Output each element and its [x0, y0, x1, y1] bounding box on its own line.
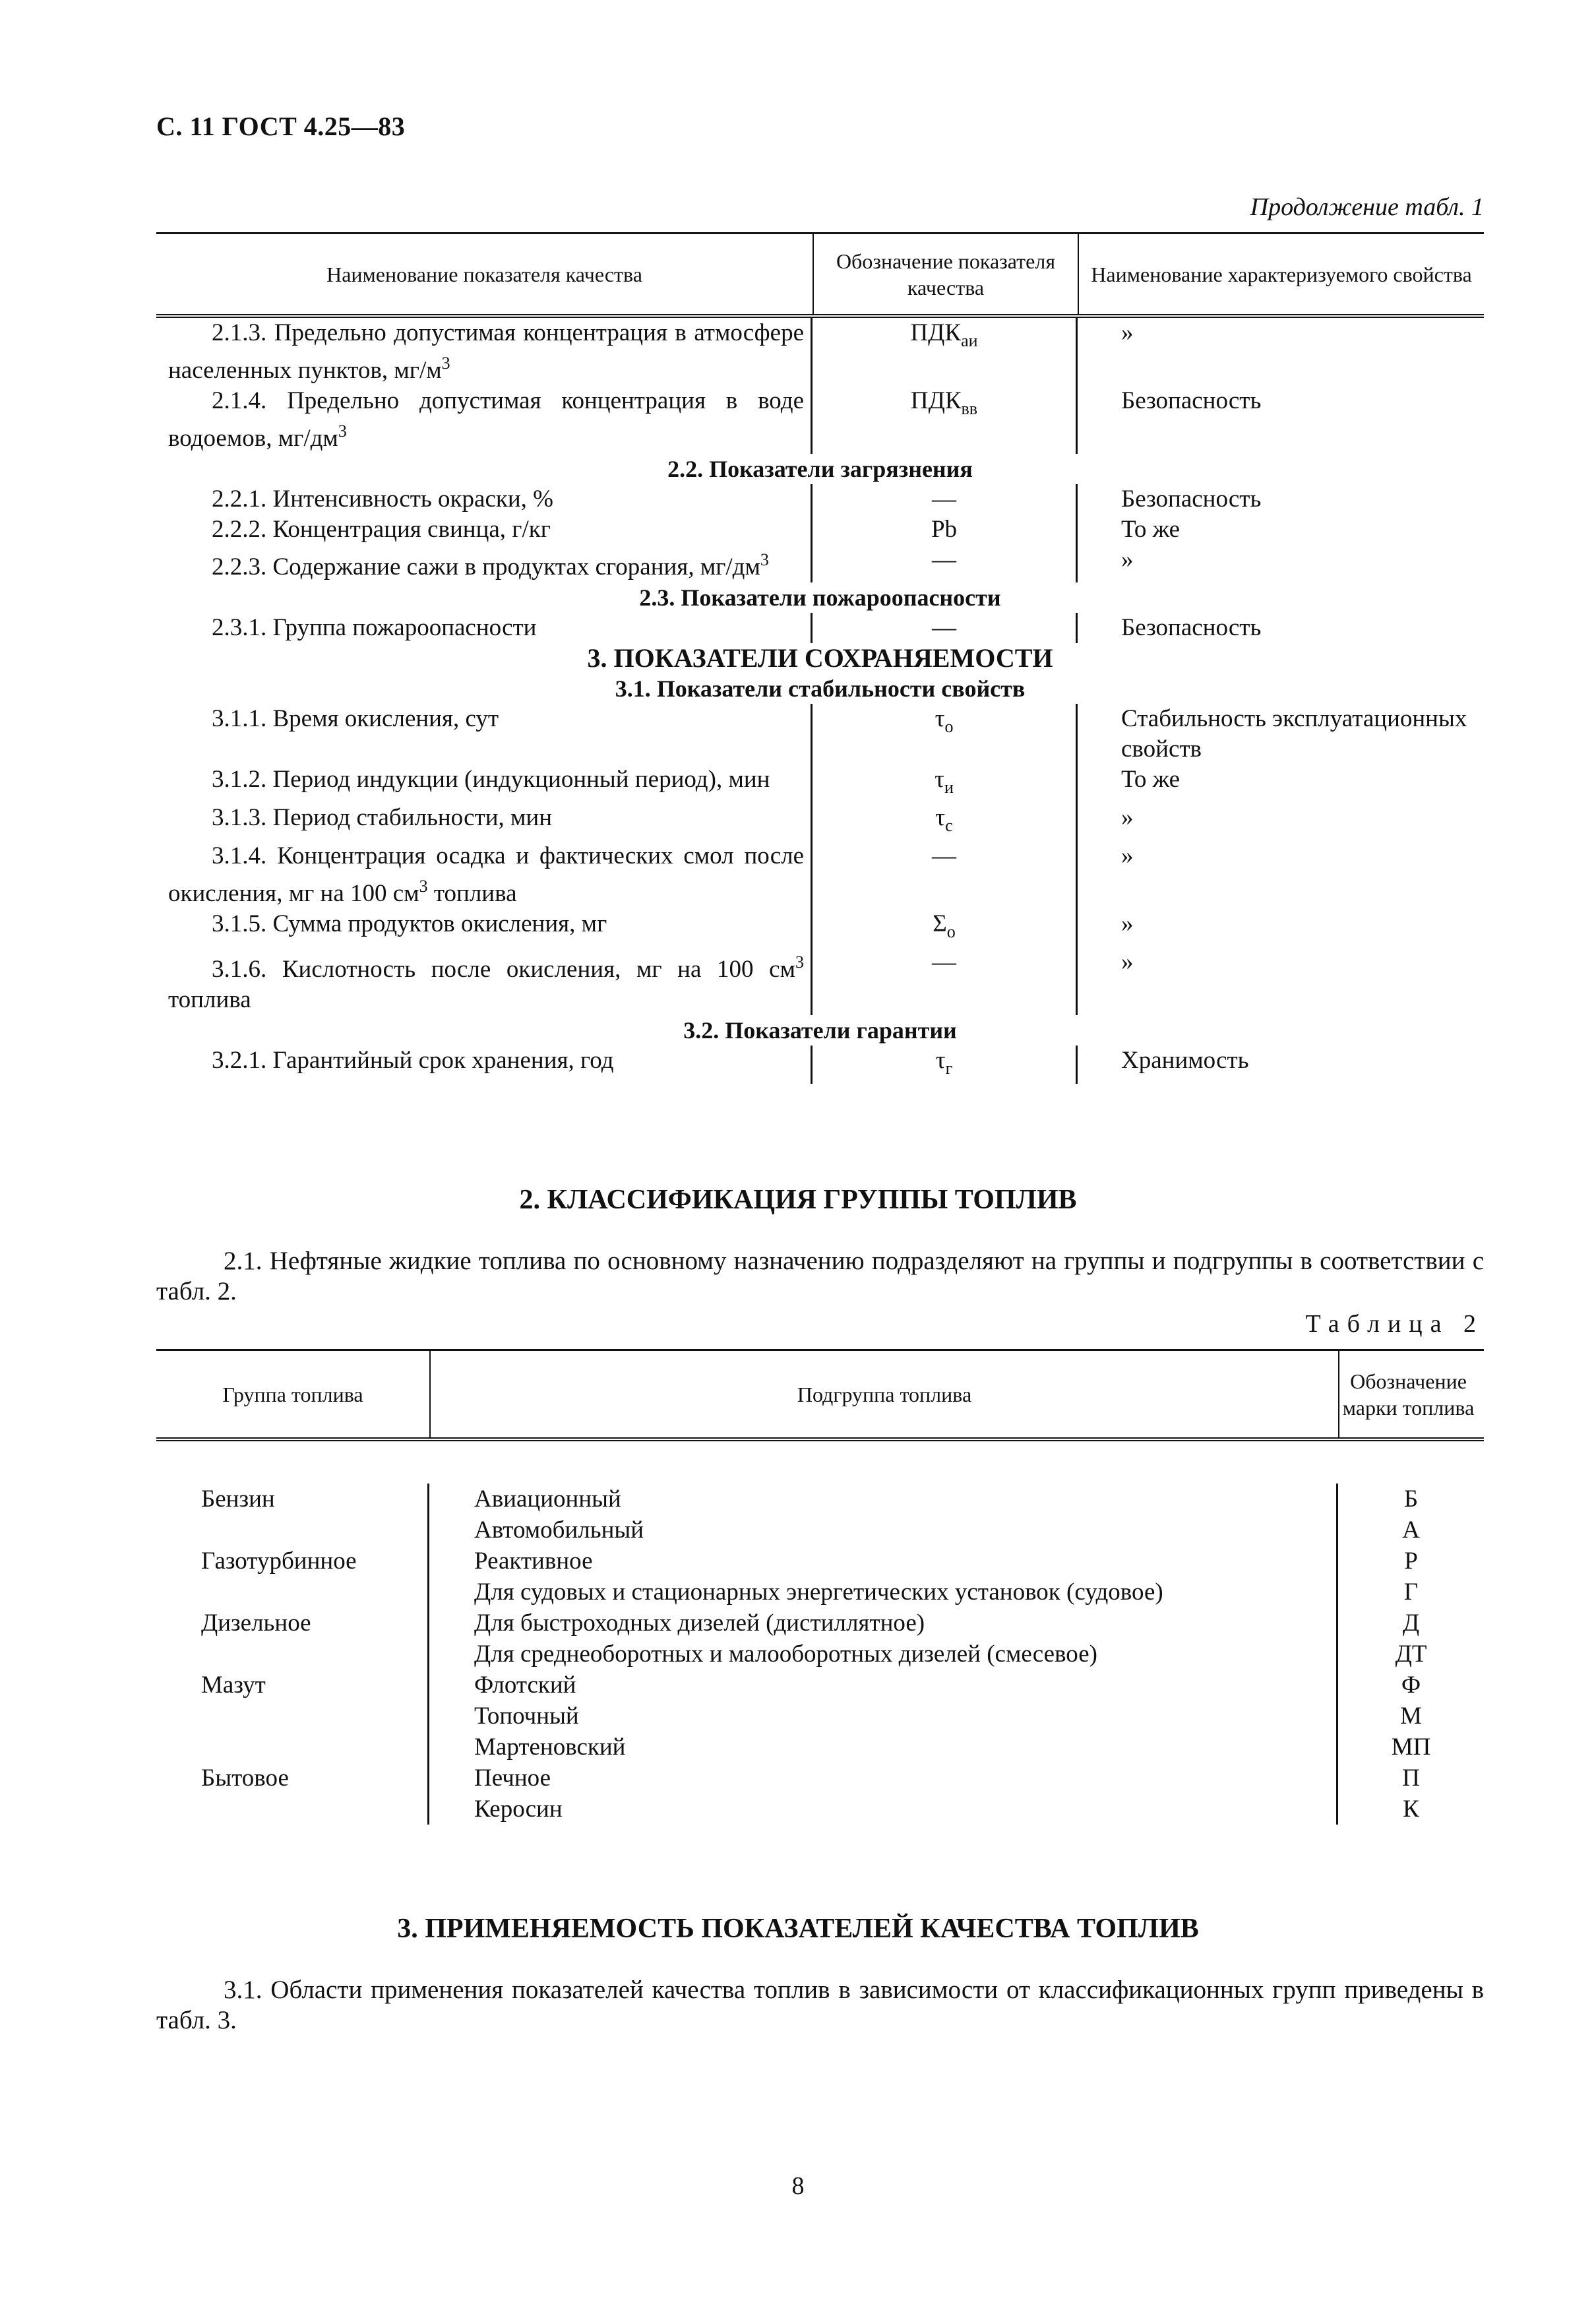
indicator-name-text: 2.2.1. Интенсивность окраски, %	[212, 485, 553, 513]
table-body	[156, 318, 1484, 1084]
property-name: »	[1121, 546, 1134, 573]
table-row	[156, 947, 1484, 1015]
superscript: 3	[795, 953, 804, 972]
column-header-symbol: Обозначение показателя качества	[813, 234, 1078, 314]
fuel-group	[156, 1794, 429, 1825]
indicator-name-text: 3.2.1. Гарантийный срок хранения, год	[212, 1047, 614, 1074]
indicator-symbol	[813, 515, 1078, 545]
indicator-symbol	[813, 386, 1078, 454]
indicator-name	[156, 909, 813, 947]
table-body	[156, 1441, 1484, 1825]
table-row	[156, 1546, 1484, 1577]
table-row	[156, 1670, 1484, 1701]
indicator-symbol	[813, 545, 1078, 582]
subsection-heading: 3.1. Показатели стабильности свойств	[615, 675, 1026, 702]
table-row	[156, 1639, 1484, 1670]
table-row	[156, 909, 1484, 947]
indicator-name	[156, 613, 813, 643]
table-row	[156, 1794, 1484, 1825]
symbol-text: —	[932, 614, 956, 641]
indicator-name	[156, 765, 813, 803]
table-row	[156, 1046, 1484, 1084]
property-name: Безопасность	[1121, 387, 1262, 414]
fuel-subgroup: Керосин	[429, 1794, 1338, 1825]
indicator-symbol	[813, 841, 1078, 909]
column-header-group: Группа топлива	[222, 1382, 363, 1406]
fuel-group: Газотурбинное	[156, 1546, 429, 1577]
indicator-symbol	[813, 613, 1078, 643]
table-row	[156, 318, 1484, 386]
subsection-heading: 3.2. Показатели гарантии	[683, 1017, 957, 1044]
indicator-name-text: 2.2.2. Концентрация свинца, г/кг	[212, 516, 551, 543]
indicator-name-text: 3.1.2. Период индукции (индукционный период), мин	[212, 766, 770, 793]
fuel-mark: Ф	[1401, 1672, 1421, 1699]
property-name: Хранимость	[1121, 1047, 1249, 1074]
table-row	[156, 386, 1484, 454]
fuel-subgroup: Для судовых и стационарных энергетических установок (судовое)	[429, 1577, 1338, 1608]
fuel-mark: А	[1402, 1517, 1420, 1544]
property-name: То же	[1121, 516, 1181, 543]
table-row	[156, 1484, 1484, 1515]
indicator-name-text: 2.3.1. Группа пожароопасности	[212, 614, 537, 641]
column-header-property: Наименование характеризуемого свойства	[1078, 234, 1484, 314]
fuel-mark: Д	[1402, 1610, 1420, 1637]
indicator-name-text: 3.1.6. Кислотность после окисления, мг на 100 см	[212, 956, 795, 983]
table-row	[156, 1732, 1484, 1763]
symbol-text: Pb	[931, 516, 958, 543]
indicator-name-text: 3.1.1. Время окисления, сут	[212, 705, 499, 732]
property-name: »	[1121, 949, 1134, 976]
fuel-mark: К	[1403, 1796, 1419, 1823]
section-2-heading: 2. КЛАССИФИКАЦИЯ ГРУППЫ ТОПЛИВ	[519, 1185, 1077, 1215]
property-name: »	[1121, 842, 1134, 869]
column-header-name: Наименование показателя качества	[326, 262, 642, 286]
fuel-group: Дизельное	[156, 1608, 429, 1639]
table-row	[156, 515, 1484, 545]
fuel-group	[156, 1515, 429, 1546]
fuel-subgroup: Реактивное	[429, 1546, 1338, 1577]
indicator-symbol	[813, 909, 1078, 947]
indicator-name	[156, 386, 813, 454]
symbol-text: ПДК	[910, 319, 962, 346]
symbol-text: —	[932, 842, 956, 869]
subscript: и	[944, 778, 954, 797]
table-header	[156, 1349, 1484, 1441]
symbol-text: τ	[935, 804, 946, 831]
fuel-mark: П	[1402, 1765, 1420, 1792]
table-row	[156, 704, 1484, 765]
indicator-name-tail: топлива	[168, 986, 251, 1013]
section-3-heading: 3. ПРИМЕНЯЕМОСТЬ ПОКАЗАТЕЛЕЙ КАЧЕСТВА ТОПЛИВ	[397, 1914, 1199, 1944]
indicator-name	[156, 841, 813, 909]
indicator-name-text: 3.1.4. Концентрация осадка и фактических смол после окисления, мг на 100 см	[168, 842, 804, 907]
fuel-subgroup: Автомобильный	[429, 1515, 1338, 1546]
fuel-subgroup: Печное	[429, 1763, 1338, 1794]
indicator-name	[156, 318, 813, 386]
indicator-symbol	[813, 484, 1078, 515]
indicator-name-tail: топлива	[427, 880, 517, 907]
table-row	[156, 803, 1484, 841]
indicator-name-text: 2.2.3. Содержание сажи в продуктах сгорания, мг/дм	[212, 553, 760, 580]
indicator-symbol	[813, 704, 1078, 765]
indicator-symbol	[813, 1046, 1078, 1084]
table-row	[156, 1763, 1484, 1794]
page-header: С. 11 ГОСТ 4.25—83	[156, 111, 406, 141]
property-name: Безопасность	[1121, 614, 1262, 641]
symbol-text: τ	[935, 1047, 946, 1074]
table-row	[156, 1701, 1484, 1732]
fuel-subgroup: Мартеновский	[429, 1732, 1338, 1763]
symbol-text: τ	[935, 766, 944, 793]
section-3-paragraph: 3.1. Области применения показателей качества топлив в зависимости от классификационных групп приведены в табл. 3.	[156, 1976, 1484, 2034]
fuel-subgroup: Авиационный	[429, 1484, 1338, 1515]
table-continuation-label: Продолжение табл. 1	[1250, 193, 1484, 221]
indicator-name	[156, 484, 813, 515]
table-row	[156, 1515, 1484, 1546]
symbol-text: —	[932, 546, 956, 573]
property-name: »	[1121, 910, 1134, 937]
subscript: о	[946, 922, 956, 941]
fuel-subgroup: Для среднеоборотных и малооборотных дизелей (смесевое)	[429, 1639, 1338, 1670]
symbol-text: Σ	[933, 910, 947, 937]
superscript: 3	[760, 550, 769, 569]
indicator-name-text: 2.1.3. Предельно допустимая концентрация в атмосфере населенных пунктов, мг/м	[168, 319, 804, 384]
property-name: То же	[1121, 766, 1181, 793]
symbol-text: —	[932, 485, 956, 513]
symbol-text: —	[932, 949, 956, 976]
fuel-group	[156, 1701, 429, 1732]
page-number: 8	[791, 2172, 805, 2200]
table-row	[156, 613, 1484, 643]
table-row	[156, 765, 1484, 803]
subscript: с	[945, 816, 953, 835]
fuel-mark: Г	[1403, 1579, 1419, 1606]
fuel-mark: М	[1400, 1703, 1422, 1730]
subscript: о	[944, 717, 954, 736]
symbol-text: τ	[935, 705, 945, 732]
fuel-group	[156, 1639, 429, 1670]
table-row	[156, 484, 1484, 515]
property-name: Безопасность	[1121, 485, 1262, 513]
fuel-classification-table	[156, 1349, 1484, 1825]
property-name: »	[1121, 804, 1134, 831]
subscript: вв	[961, 399, 978, 418]
subsection-heading: 2.2. Показатели загрязнения	[667, 456, 973, 482]
table-row	[156, 545, 1484, 582]
subscript: аи	[961, 331, 978, 350]
table-row	[156, 1577, 1484, 1608]
fuel-mark: Р	[1404, 1548, 1418, 1575]
table-header	[156, 232, 1484, 318]
indicator-name	[156, 803, 813, 841]
indicator-name-text: 3.1.5. Сумма продуктов окисления, мг	[212, 910, 607, 937]
indicator-name	[156, 1046, 813, 1084]
subscript: г	[945, 1059, 953, 1078]
indicator-symbol	[813, 765, 1078, 803]
indicator-name	[156, 545, 813, 582]
quality-indicators-table	[156, 232, 1484, 1084]
indicator-name	[156, 704, 813, 765]
column-header-mark	[1338, 1351, 1484, 1437]
subsection-heading: 3. ПОКАЗАТЕЛИ СОХРАНЯЕМОСТИ	[587, 643, 1053, 673]
fuel-mark: ДТ	[1395, 1641, 1427, 1668]
superscript: 3	[419, 877, 428, 896]
indicator-symbol	[813, 803, 1078, 841]
property-name: Стабильность эксплуатационных свойств	[1121, 705, 1467, 763]
column-header-subgroup: Подгруппа топлива	[429, 1351, 1338, 1437]
subsection-heading: 2.3. Показатели пожароопасности	[639, 584, 1001, 611]
indicator-name	[156, 515, 813, 545]
superscript: 3	[338, 422, 347, 441]
fuel-subgroup: Топочный	[429, 1701, 1338, 1732]
fuel-group: Бензин	[156, 1484, 429, 1515]
table-2-label: Таблица 2	[1305, 1310, 1484, 1338]
fuel-subgroup: Для быстроходных дизелей (дистиллятное)	[429, 1608, 1338, 1639]
superscript: 3	[441, 354, 450, 373]
fuel-mark: МП	[1391, 1734, 1431, 1761]
indicator-symbol	[813, 318, 1078, 386]
fuel-group	[156, 1577, 429, 1608]
indicator-name-text: 2.1.4. Предельно допустимая концентрация в воде водоемов, мг/дм	[168, 387, 804, 452]
fuel-subgroup: Флотский	[429, 1670, 1338, 1701]
indicator-name	[156, 947, 813, 1015]
property-name: »	[1121, 319, 1134, 346]
fuel-group	[156, 1732, 429, 1763]
column-header-mark-text: Обозначение марки топлива	[1342, 1369, 1475, 1420]
table-row	[156, 841, 1484, 909]
indicator-name-text: 3.1.3. Период стабильности, мин	[212, 804, 553, 831]
section-2-paragraph: 2.1. Нефтяные жидкие топлива по основному назначению подразделяют на группы и подгруппы в соответствии с табл. 2.	[156, 1247, 1484, 1305]
indicator-symbol	[813, 947, 1078, 1015]
fuel-group: Бытовое	[156, 1763, 429, 1794]
symbol-text: ПДК	[910, 387, 962, 414]
table-row	[156, 1608, 1484, 1639]
fuel-mark: Б	[1403, 1485, 1419, 1513]
fuel-group: Мазут	[156, 1670, 429, 1701]
